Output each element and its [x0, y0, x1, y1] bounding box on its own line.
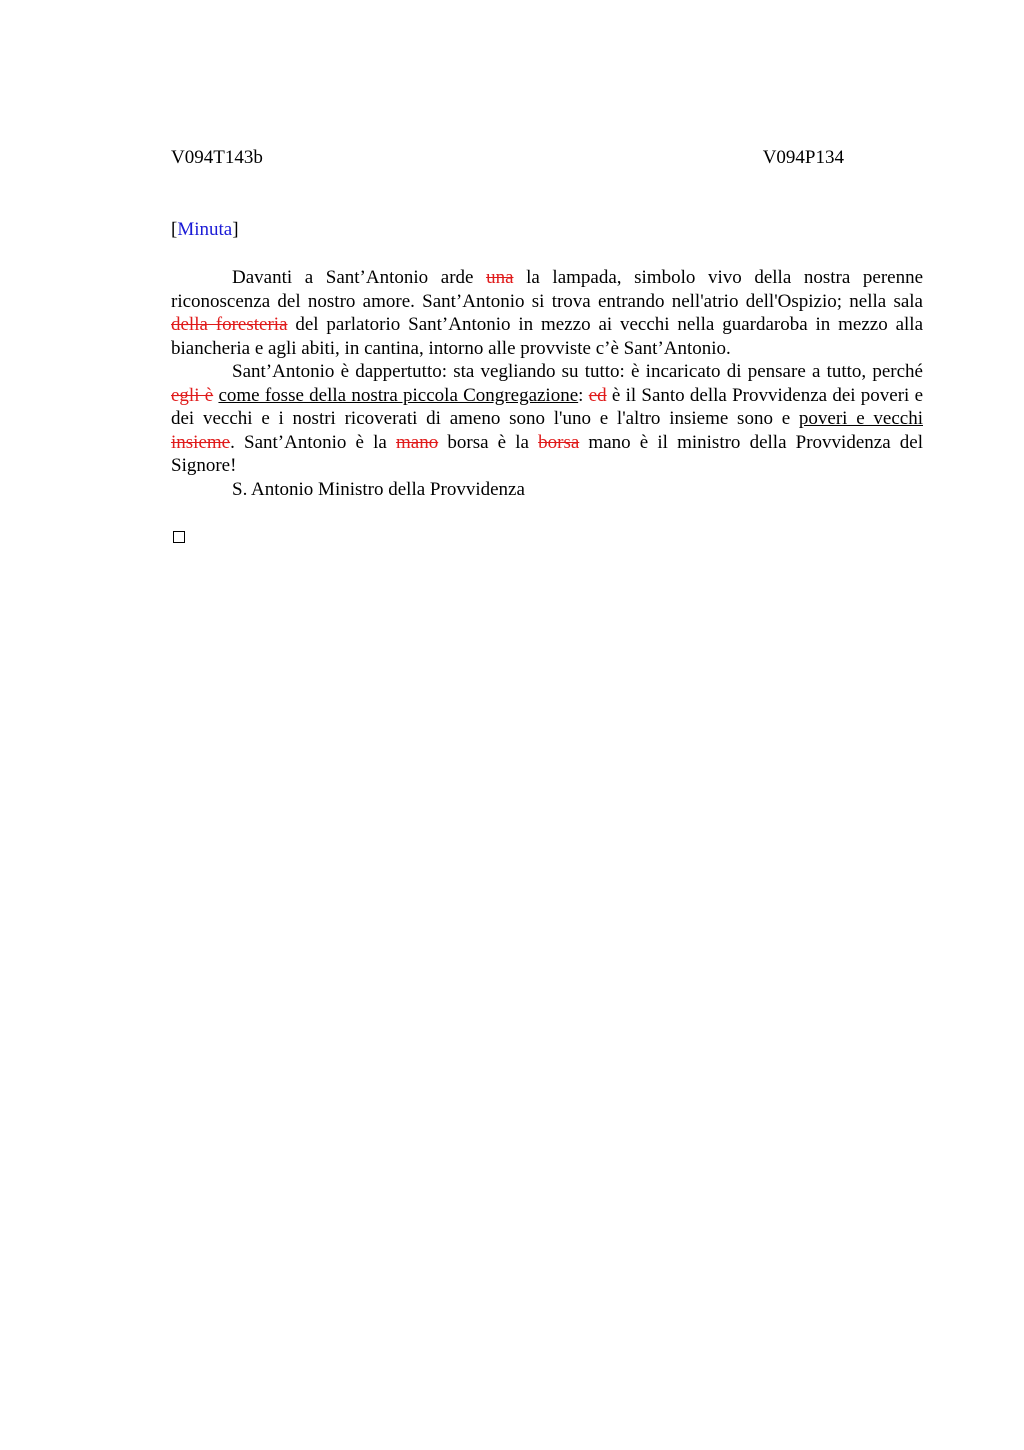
deleted-text: ed — [588, 384, 607, 406]
text-segment: è il Santo della Provvidenza dei poveri e dei vecchi e i nostri ricoverati di ameno sono l'uno e l'altro insieme sono e — [171, 384, 924, 429]
text-segment: Sant’Antonio è dappertutto: sta vegliando su tutto: è incaricato di pensare a tutto, perché — [232, 361, 923, 382]
paragraph-3 — [171, 478, 923, 502]
document-body — [171, 266, 923, 501]
text-segment: Davanti a Sant’Antonio arde — [232, 267, 487, 288]
square-outline-icon — [173, 531, 185, 543]
text-segment: del parlatorio Sant’Antonio in mezzo ai vecchi nella guardaroba in mezzo alla biancheria e agli abiti, in cantina, intorno alle provviste c’è Sant’Antonio. — [171, 314, 924, 359]
deleted-text: insieme — [171, 431, 231, 453]
deleted-text: egli è — [171, 384, 214, 406]
minuta-label — [171, 218, 239, 242]
underlined-text: come fosse della nostra piccola Congregazione — [218, 384, 579, 406]
minuta-open-bracket: [ — [171, 219, 178, 240]
text-segment: borsa è la — [438, 431, 539, 453]
text-segment: S. Antonio Ministro della Provvidenza — [232, 478, 525, 500]
paragraph-2 — [171, 360, 923, 478]
deleted-text: mano — [396, 431, 439, 453]
paragraph-1 — [171, 266, 923, 360]
deleted-text: una — [486, 267, 514, 288]
minuta-text: Minuta — [177, 219, 233, 240]
deleted-text: della foresteria — [171, 314, 288, 335]
text-segment: mano è il ministro della Provvidenza del Signore! — [171, 431, 923, 476]
deleted-text: borsa — [538, 431, 580, 453]
document-header — [171, 146, 844, 170]
minuta-close-bracket: ] — [232, 219, 239, 240]
text-segment: : — [578, 384, 589, 406]
text-segment: . Sant’Antonio è la — [230, 431, 396, 453]
text-segment: la lampada, simbolo vivo della nostra perenne riconoscenza del nostro amore. Sant’Antonio si trova entrando nell'atrio dell'Ospizio; nella sala — [171, 267, 924, 312]
document-code-right: V094P134 — [762, 147, 844, 168]
document-code-left: V094T143b — [171, 147, 263, 168]
underlined-text: poveri e vecchi — [798, 408, 923, 429]
